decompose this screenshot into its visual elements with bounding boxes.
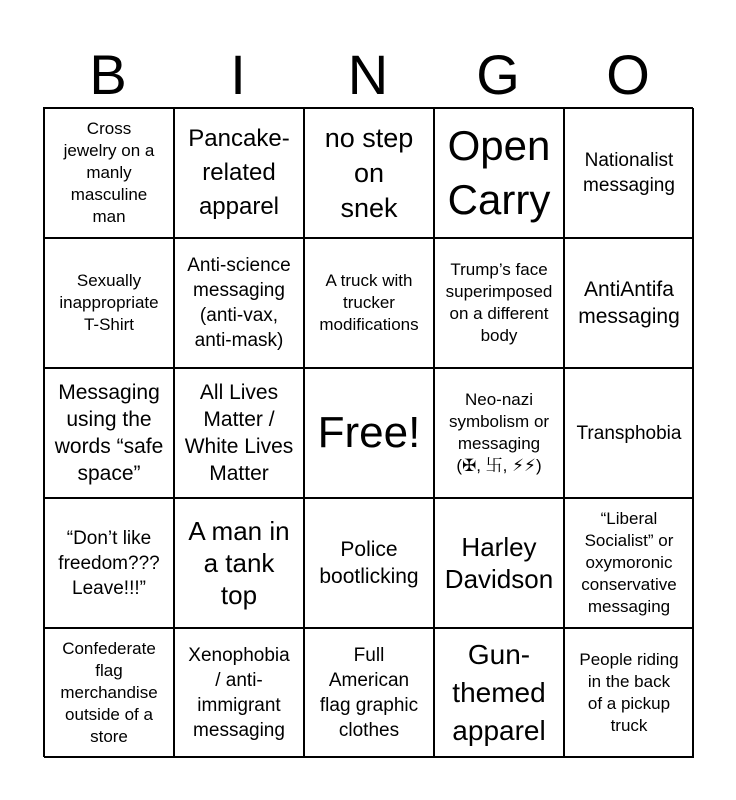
bingo-cell[interactable] (434, 368, 564, 498)
cell-label: “Liberal Socialist” or oxymoronic conservative messaging (581, 509, 677, 616)
cell-label: Gun- themed apparel (452, 639, 546, 746)
cell-label: Trump’s face superimposed on a different body (445, 260, 553, 345)
bingo-cell[interactable] (44, 628, 174, 758)
cell-label: no step on snek (324, 122, 414, 223)
bingo-cell[interactable] (174, 368, 304, 498)
cell-label: Nationalist messaging (583, 150, 675, 196)
cell-label: Open Carry (447, 122, 551, 223)
bingo-cell[interactable] (434, 628, 564, 758)
header-letter-o: O (606, 43, 650, 106)
cell-label: All Lives Matter / White Lives Matter (184, 381, 294, 485)
bingo-cell[interactable] (434, 498, 564, 628)
bingo-cell[interactable] (44, 238, 174, 368)
bingo-cell[interactable] (304, 108, 434, 238)
cell-label: A truck with trucker modifications (319, 271, 419, 334)
cell-label: A man in a tank top (188, 516, 290, 610)
bingo-cell[interactable] (174, 628, 304, 758)
cell-label: Xenophobia / anti- immigrant messaging (188, 645, 290, 741)
bingo-cell[interactable] (44, 108, 174, 238)
bingo-header (43, 40, 693, 110)
bingo-cell[interactable] (564, 368, 694, 498)
cell-label: Police bootlicking (319, 538, 419, 588)
cell-label: Messaging using the words “safe space” (54, 381, 164, 485)
bingo-cell[interactable] (564, 238, 694, 368)
cell-label: Pancake- related apparel (188, 125, 290, 220)
bingo-cell[interactable] (174, 108, 304, 238)
cell-label: Cross jewelry on a manly masculine man (63, 119, 155, 226)
bingo-cell[interactable] (434, 108, 564, 238)
cell-label: “Don’t like freedom??? Leave!!!” (58, 527, 160, 599)
bingo-cell[interactable] (564, 108, 694, 238)
cell-label: Neo-nazi symbolism or messaging (✠, 卐, ⚡⚡) (448, 390, 550, 475)
bingo-cell[interactable] (44, 368, 174, 498)
bingo-cell[interactable] (304, 498, 434, 628)
cell-label: Confederate flag merchandise outside of a store (60, 639, 158, 746)
cell-label: Sexually inappropriate T-Shirt (59, 271, 159, 334)
bingo-cell[interactable] (174, 498, 304, 628)
bingo-cell[interactable] (564, 498, 694, 628)
free-space-label: Free! (317, 408, 421, 457)
cell-label: People riding in the back of a pickup truck (579, 650, 679, 735)
cell-label: AntiAntifa messaging (578, 278, 680, 328)
cell-label: Anti-science messaging (anti-vax, anti-mask) (187, 255, 291, 351)
header-letter-i: I (230, 43, 246, 106)
bingo-cell[interactable] (434, 238, 564, 368)
cell-label: Full American flag graphic clothes (319, 645, 419, 741)
bingo-cell[interactable] (44, 498, 174, 628)
header-letter-n: N (347, 43, 389, 106)
bingo-board (43, 107, 693, 757)
bingo-cell[interactable] (304, 238, 434, 368)
free-space-cell[interactable] (304, 368, 434, 498)
header-letter-b: B (89, 43, 127, 106)
bingo-cell[interactable] (174, 238, 304, 368)
bingo-cell[interactable] (304, 628, 434, 758)
cell-label: Transphobia (576, 422, 682, 444)
bingo-cell[interactable] (564, 628, 694, 758)
cell-label: Harley Davidson (444, 532, 554, 594)
header-letter-g: G (476, 43, 520, 106)
